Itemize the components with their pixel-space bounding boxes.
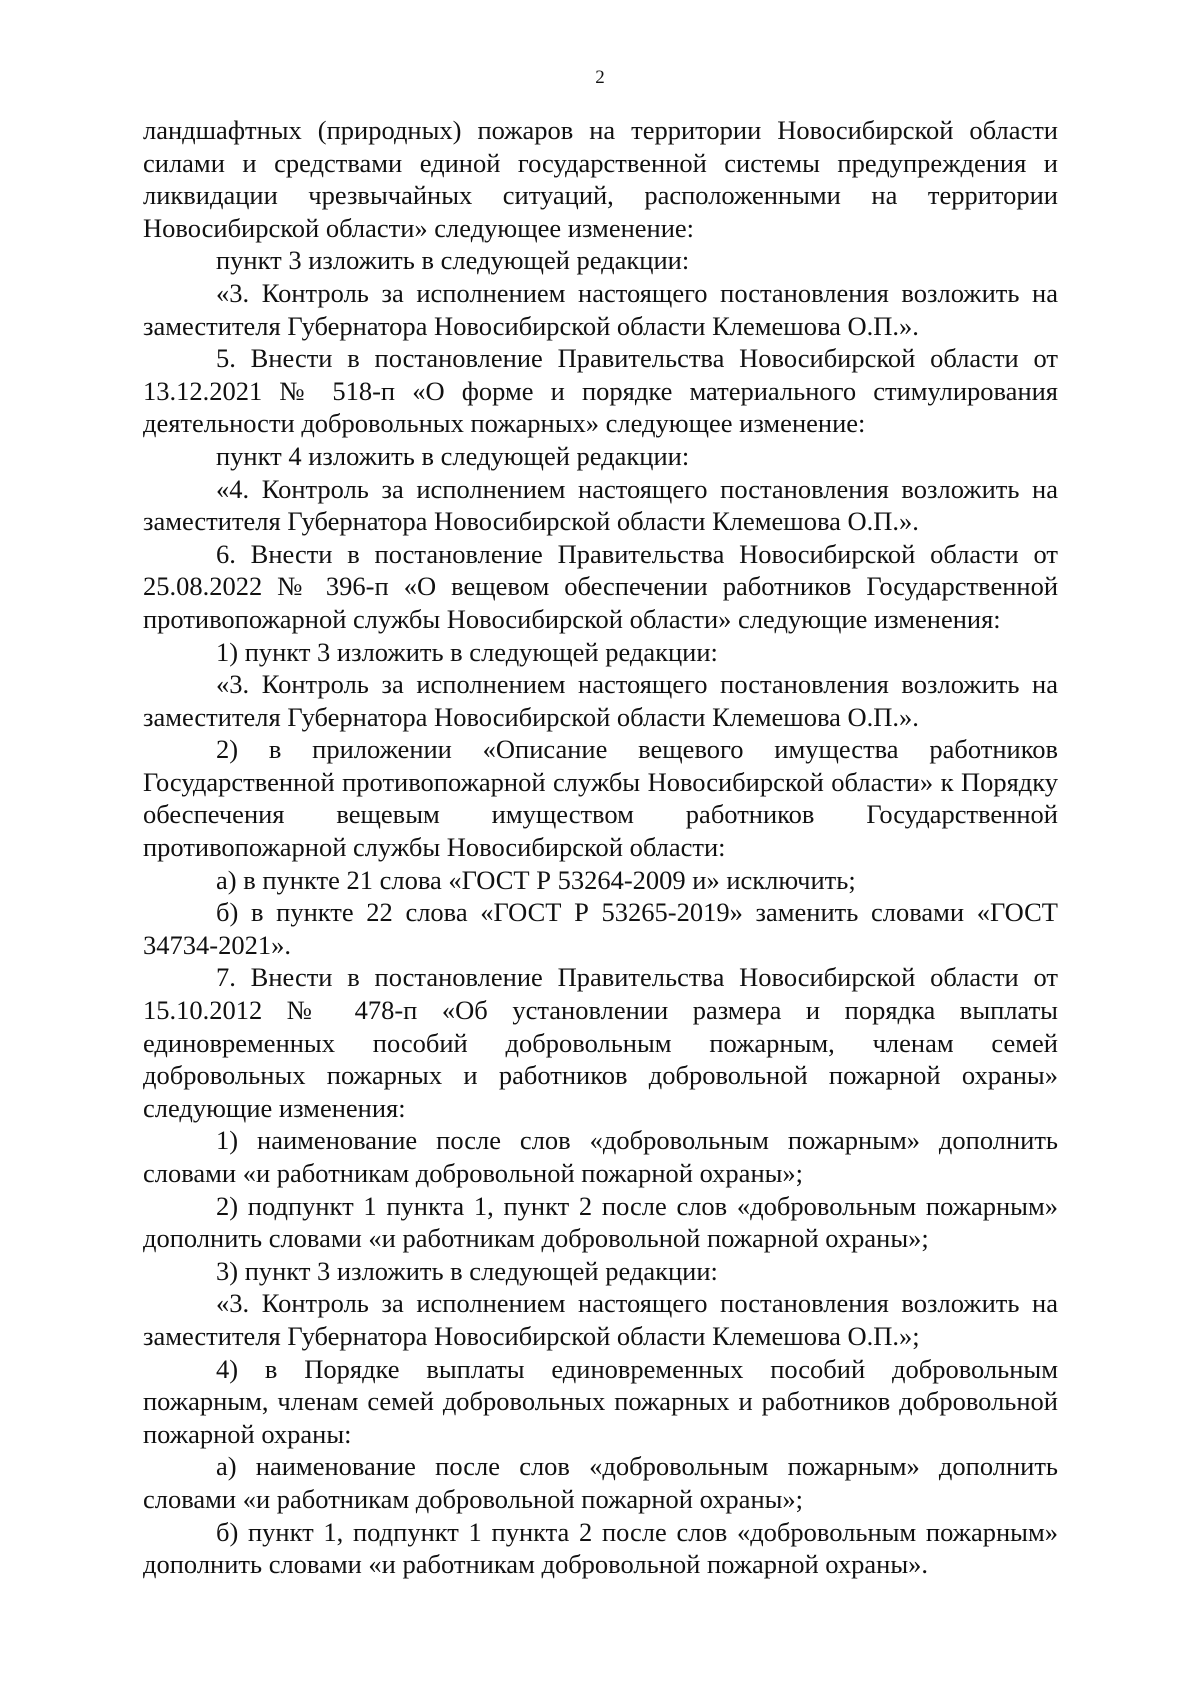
paragraph-item-7-sub-3: 3) пункт 3 изложить в следующей редакции: bbox=[216, 1255, 718, 1286]
paragraph-item-7-sub-4-a: а) наименование после слов «добровольным пожарным» дополнить словами «и работникам добровольной пожарной охраны»; bbox=[143, 1451, 1058, 1514]
paragraph-item-7-sub-4-b: б) пункт 1, подпункт 1 пункта 2 после слов «добровольным пожарным» дополнить словами «и работникам добровольной пожарной охраны». bbox=[143, 1516, 1058, 1580]
paragraph-item-7-sub-4: 4) в Порядке выплаты единовременных пособий добровольным пожарным, членам семей добровольных пожарных и работников добровольной пожарной охраны: bbox=[143, 1353, 1058, 1449]
paragraph-item-7-sub-3-new-text: «3. Контроль за исполнением настоящего постановления возложить на заместителя Губернатора Новосибирской области Клемешова О.П.»; bbox=[143, 1288, 1058, 1351]
document-body bbox=[143, 114, 1058, 1581]
paragraph-item-6-sub-1: 1) пункт 3 изложить в следующей редакции: bbox=[216, 636, 718, 667]
paragraph-item-7-sub-1: 1) наименование после слов «добровольным пожарным» дополнить словами «и работникам добровольной пожарной охраны»; bbox=[143, 1125, 1058, 1188]
paragraph-item-6: 6. Внести в постановление Правительства Новосибирской области от 25.08.2022 № 396-п «О вещевом обеспечении работников Государственной противопожарной службы Новосибирской области» следующие изменения: bbox=[143, 538, 1058, 634]
paragraph-item-6-sub-1-new-text: «3. Контроль за исполнением настоящего постановления возложить на заместителя Губернатора Новосибирской области Клемешова О.П.». bbox=[143, 669, 1058, 732]
paragraph-item-5-instruction: пункт 4 изложить в следующей редакции: bbox=[216, 440, 690, 471]
paragraph-item-6-sub-2: 2) в приложении «Описание вещевого имущества работников Государственной противопожарной службы Новосибирской области» к Порядку обеспечения вещевым имуществом работников Государственной противопожарной службы Новосибирской области: bbox=[143, 734, 1058, 863]
paragraph-item-5-new-text: «4. Контроль за исполнением настоящего постановления возложить на заместителя Губернатора Новосибирской области Клемешова О.П.». bbox=[143, 473, 1058, 537]
paragraph-item-4-new-text: «3. Контроль за исполнением настоящего постановления возложить на заместителя Губернатора Новосибирской области Клемешова О.П.». bbox=[143, 277, 1058, 341]
paragraph-item-6-sub-2-b: б) в пункте 22 слова «ГОСТ Р 53265-2019» заменить словами «ГОСТ 34734-2021». bbox=[143, 897, 1058, 960]
paragraph-item-4-instruction: пункт 3 изложить в следующей редакции: bbox=[216, 245, 690, 276]
paragraph-item-7-sub-2: 2) подпункт 1 пункта 1, пункт 2 после слов «добровольным пожарным» дополнить словами «и работникам добровольной пожарной охраны»; bbox=[143, 1190, 1058, 1254]
page-number: 2 bbox=[595, 67, 605, 88]
paragraph-item-5: 5. Внести в постановление Правительства Новосибирской области от 13.12.2021 № 518-п «О форме и порядке материального стимулирования деятельности добровольных пожарных» следующее изменение: bbox=[143, 343, 1058, 439]
paragraph-item-6-sub-2-a: а) в пункте 21 слова «ГОСТ Р 53264-2009 и» исключить; bbox=[216, 864, 856, 895]
paragraph-intro-continuation: ландшафтных (природных) пожаров на территории Новосибирской области силами и средствами единой государственной системы предупреждения и ликвидации чрезвычайных ситуаций, расположенными на территории Новосибирской области» следующее изменение: bbox=[143, 115, 1058, 243]
paragraph-item-7: 7. Внести в постановление Правительства Новосибирской области от 15.10.2012 № 478-п «Об установлении размера и порядка выплаты единовременных пособий добровольным пожарным, членам семей добровольных пожарных и работников добровольной пожарной охраны» следующие изменения: bbox=[143, 962, 1058, 1123]
